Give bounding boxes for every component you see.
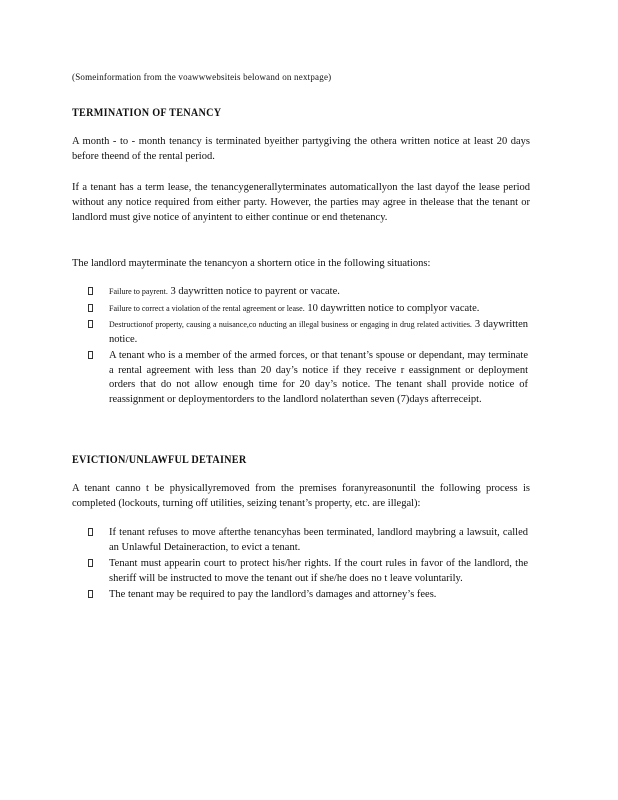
termination-heading: TERMINATION OF TENANCY xyxy=(72,105,222,119)
bullet-box-icon xyxy=(88,590,93,598)
list-item: The tenant may be required to pay the landlord’s damages and attorney’s fees. xyxy=(88,588,528,603)
list-item: Failure to correct a violation of the rental agreement or lease. 10 daywritten notice to complyor vacate. xyxy=(88,302,528,317)
list-item: Destructionof property, causing a nuisance,co nducting an illegal business or engaging in drug related activities. 3 daywritten notice. xyxy=(88,318,528,347)
termination-bullet-list xyxy=(88,285,528,409)
paragraph-month-to-month: A month - to - month tenancy is terminated byeither partygiving the othera written notice at least 20 days before theend of the rental period. xyxy=(72,136,530,162)
info-note: (Someinformation from the voawwwebsiteis belowand on nextpage) xyxy=(72,72,332,82)
list-item: A tenant who is a member of the armed forces, or that tenant’s spouse or dependant, may terminate a rental agreement with less than 20 day’s notice if they receive r eassignment or deployment orders that do not allow enough time for 20 day’s notice. The tenant shall provide notice of reassignment or deploymentorders to the landlord nolaterthan seven (7)days afterreceipt. xyxy=(88,349,528,407)
bullet-box-icon xyxy=(88,287,93,295)
paragraph-term-lease: If a tenant has a term lease, the tenancygenerallyterminates automaticallyon the last dayof the lease period without any notice required from either party. However, the parties may agree in thelease that the tenant or landlord must give notice of anyintent to either continue or end thetenancy. xyxy=(72,182,530,223)
list-item: Failure to payrent. 3 daywritten notice to payrent or vacate. xyxy=(88,285,528,300)
paragraph-eviction-process: A tenant canno t be physicallyremoved from the premises foranyreasonuntil the following process is completed (lockouts, turning off utilities, seizing tenant’s property, etc. are illegal): xyxy=(72,483,530,509)
bullet-box-icon xyxy=(88,320,93,328)
bullet-box-icon xyxy=(88,351,93,359)
bullet-box-icon xyxy=(88,304,93,312)
eviction-bullet-list xyxy=(88,526,528,605)
bullet-box-icon xyxy=(88,559,93,567)
list-item: If tenant refuses to move afterthe tenancyhas been terminated, landlord maybring a lawsuit, called an Unlawful Detaineraction, to evict a tenant. xyxy=(88,526,528,555)
paragraph-shorter-notice: The landlord mayterminate the tenancyon a shortern otice in the following situations: xyxy=(72,258,431,269)
eviction-heading: EVICTION/UNLAWFUL DETAINER xyxy=(72,452,247,466)
bullet-box-icon xyxy=(88,528,93,536)
list-item: Tenant must appearin court to protect his/her rights. If the court rules in favor of the landlord, the sheriff will be instructed to move the tenant out if she/he does no t leave voluntarily. xyxy=(88,557,528,586)
